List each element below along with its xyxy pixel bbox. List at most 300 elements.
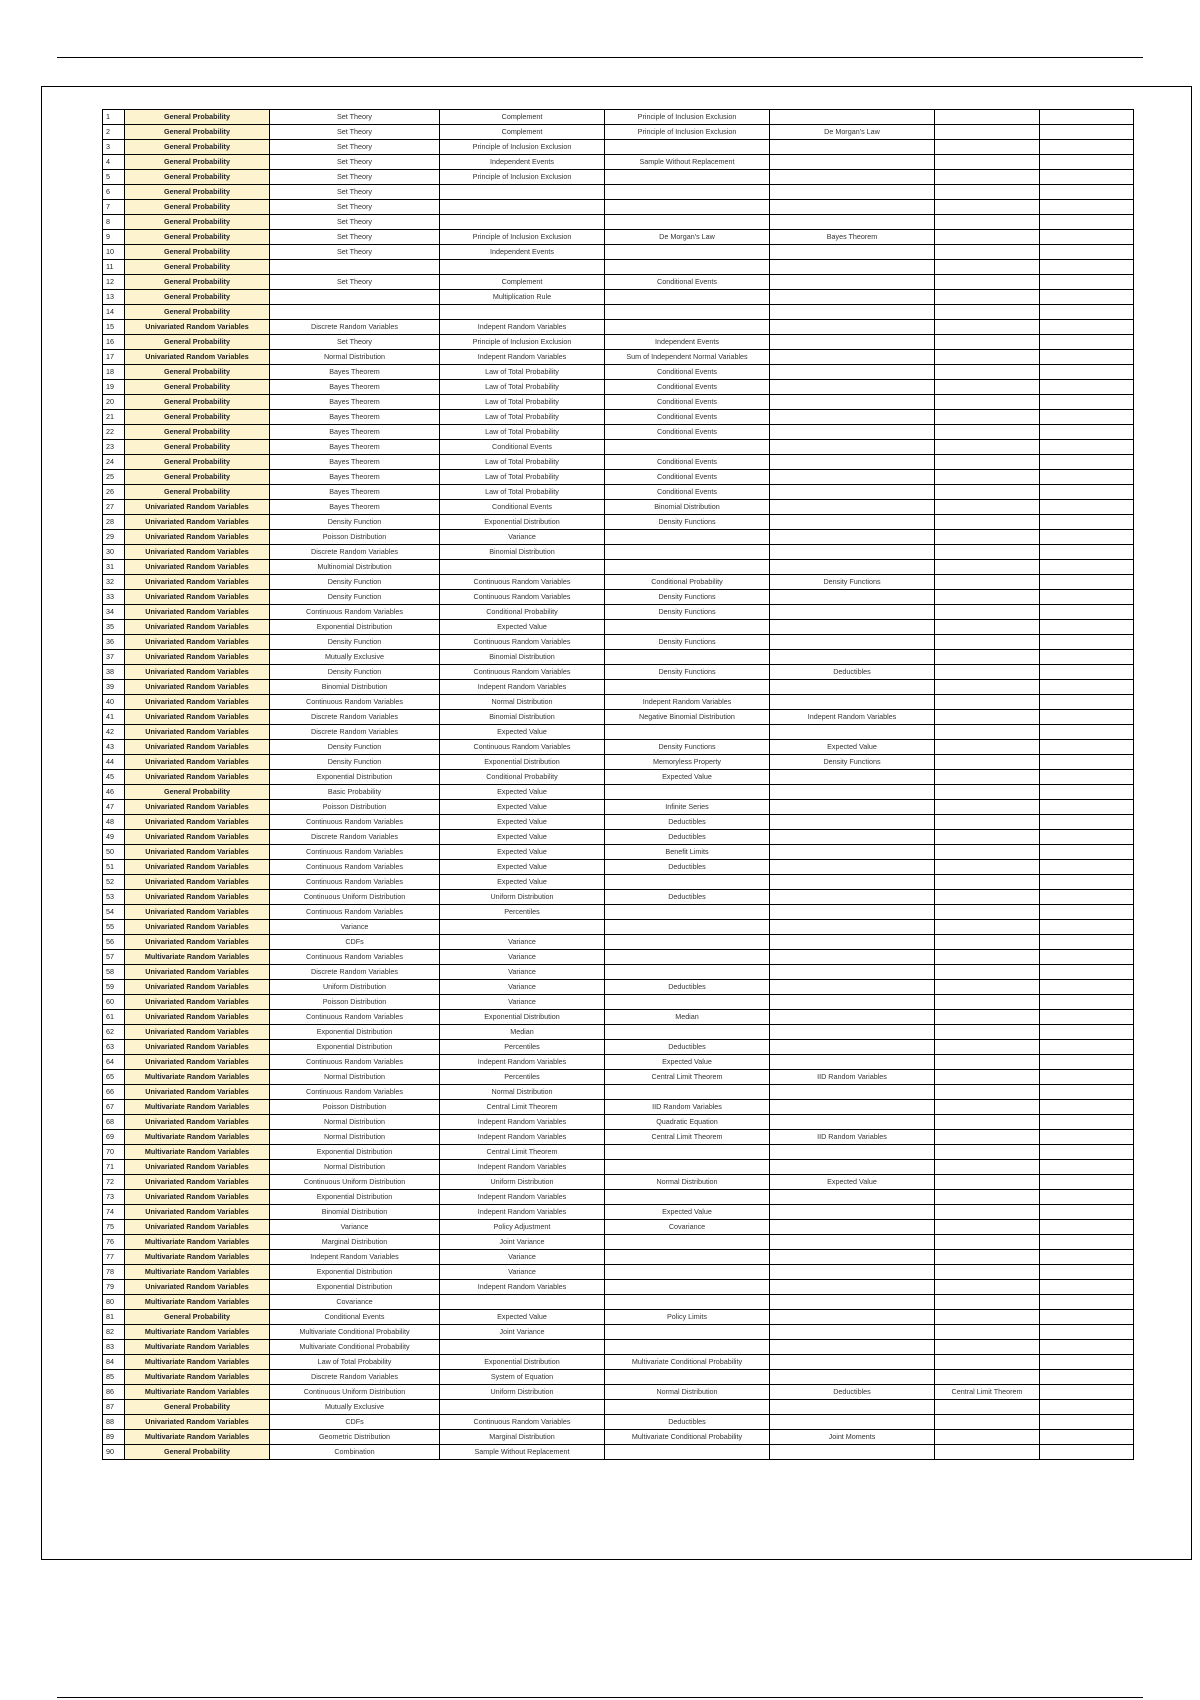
topic-cell (1040, 1220, 1134, 1235)
topic-cell: Continuous Random Variables (440, 740, 605, 755)
topic-cell: Conditional Events (440, 440, 605, 455)
topic-cell (605, 1160, 770, 1175)
topic-cell: Normal Distribution (440, 1085, 605, 1100)
row-number: 86 (103, 1385, 125, 1400)
topic-cell: Median (605, 1010, 770, 1025)
table-row (103, 605, 1134, 620)
topic-cell (935, 1250, 1040, 1265)
topic-cell (935, 425, 1040, 440)
topic-cell: Density Functions (605, 635, 770, 650)
topic-cell (1040, 1160, 1134, 1175)
row-number: 22 (103, 425, 125, 440)
row-number: 71 (103, 1160, 125, 1175)
topic-cell (935, 1040, 1040, 1055)
topic-cell: Poisson Distribution (270, 800, 440, 815)
row-number: 18 (103, 365, 125, 380)
category-cell: Multivariate Random Variables (125, 1340, 270, 1355)
topic-cell: Deductibles (770, 1385, 935, 1400)
topic-cell (770, 440, 935, 455)
topic-cell (440, 1295, 605, 1310)
category-cell: Multivariate Random Variables (125, 1385, 270, 1400)
topic-cell (770, 365, 935, 380)
topic-cell: Principle of Inclusion Exclusion (440, 335, 605, 350)
category-cell: Univariated Random Variables (125, 1010, 270, 1025)
row-number: 37 (103, 650, 125, 665)
topic-cell (1040, 305, 1134, 320)
topic-cell (935, 710, 1040, 725)
table-row (103, 485, 1134, 500)
table-row (103, 1145, 1134, 1160)
category-cell: General Probability (125, 425, 270, 440)
topic-cell: Bayes Theorem (270, 365, 440, 380)
topic-cell (770, 950, 935, 965)
table-row (103, 470, 1134, 485)
row-number: 75 (103, 1220, 125, 1235)
topic-cell: Multivariate Conditional Probability (270, 1325, 440, 1340)
row-number: 68 (103, 1115, 125, 1130)
topic-cell: Conditional Events (605, 470, 770, 485)
row-number: 12 (103, 275, 125, 290)
topic-cell (770, 1235, 935, 1250)
topic-cell: Conditional Events (605, 275, 770, 290)
topic-cell (440, 200, 605, 215)
topic-cell: Conditional Events (605, 425, 770, 440)
topic-cell: Combination (270, 1445, 440, 1460)
topic-cell: Discrete Random Variables (270, 830, 440, 845)
topic-cell: Indepent Random Variables (440, 1055, 605, 1070)
topic-cell (935, 1370, 1040, 1385)
category-cell: Univariated Random Variables (125, 890, 270, 905)
topic-cell: Conditional Probability (440, 605, 605, 620)
topic-cell: Indepent Random Variables (440, 1190, 605, 1205)
topic-cell: Expected Value (770, 1175, 935, 1190)
row-number: 30 (103, 545, 125, 560)
topic-cell (605, 530, 770, 545)
topic-cell (935, 155, 1040, 170)
topic-cell: Memoryless Property (605, 755, 770, 770)
topic-cell (1040, 785, 1134, 800)
topic-cell (935, 995, 1040, 1010)
topic-cell: Conditional Events (605, 365, 770, 380)
table-row (103, 1355, 1134, 1370)
topic-cell (935, 860, 1040, 875)
topic-cell (935, 665, 1040, 680)
row-number: 70 (103, 1145, 125, 1160)
row-number: 79 (103, 1280, 125, 1295)
topic-cell (605, 1325, 770, 1340)
topic-cell (770, 800, 935, 815)
topic-cell: Exponential Distribution (270, 1025, 440, 1040)
category-cell: General Probability (125, 215, 270, 230)
topic-cell: Central Limit Theorem (605, 1130, 770, 1145)
topic-cell (1040, 1385, 1134, 1400)
topic-cell: System of Equation (440, 1370, 605, 1385)
category-cell: Univariated Random Variables (125, 995, 270, 1010)
topic-cell: Binomial Distribution (440, 710, 605, 725)
table-row (103, 890, 1134, 905)
topic-cell: Covariance (605, 1220, 770, 1235)
topic-cell: Mutually Exclusive (270, 650, 440, 665)
table-row (103, 1160, 1134, 1175)
topic-cell: Poisson Distribution (270, 1100, 440, 1115)
topic-cell (605, 545, 770, 560)
topic-cell (935, 1340, 1040, 1355)
table-row (103, 290, 1134, 305)
topic-cell (770, 500, 935, 515)
topic-cell (1040, 1310, 1134, 1325)
topic-cell (605, 950, 770, 965)
topic-cell: Continuous Random Variables (270, 860, 440, 875)
topic-cell (935, 140, 1040, 155)
topic-cell: Exponential Distribution (270, 1280, 440, 1295)
row-number: 31 (103, 560, 125, 575)
row-number: 6 (103, 185, 125, 200)
table-row (103, 965, 1134, 980)
topic-cell (1040, 1175, 1134, 1190)
topic-cell: Law of Total Probability (440, 485, 605, 500)
topic-cell (1040, 185, 1134, 200)
row-number: 50 (103, 845, 125, 860)
topic-cell (1040, 965, 1134, 980)
topic-cell (770, 110, 935, 125)
row-number: 17 (103, 350, 125, 365)
topic-cell (935, 1025, 1040, 1040)
category-cell: Univariated Random Variables (125, 650, 270, 665)
topic-cell: Continuous Uniform Distribution (270, 1385, 440, 1400)
topic-cell (935, 575, 1040, 590)
row-number: 80 (103, 1295, 125, 1310)
topic-cell: Complement (440, 125, 605, 140)
topic-cell (1040, 1205, 1134, 1220)
topic-cell: Quadratic Equation (605, 1115, 770, 1130)
category-cell: Multivariate Random Variables (125, 1355, 270, 1370)
topic-cell: Set Theory (270, 245, 440, 260)
row-number: 27 (103, 500, 125, 515)
topic-cell: Uniform Distribution (440, 1175, 605, 1190)
table-row (103, 1055, 1134, 1070)
table-row (103, 1205, 1134, 1220)
category-cell: Multivariate Random Variables (125, 1430, 270, 1445)
row-number: 20 (103, 395, 125, 410)
topic-cell (935, 890, 1040, 905)
topic-cell: Central Limit Theorem (935, 1385, 1040, 1400)
topic-cell (1040, 1025, 1134, 1040)
topic-cell: Joint Variance (440, 1325, 605, 1340)
topic-cell: Conditional Events (605, 485, 770, 500)
topic-cell (1040, 995, 1134, 1010)
topic-cell (770, 695, 935, 710)
topic-cell: Law of Total Probability (440, 455, 605, 470)
topic-cell (770, 1115, 935, 1130)
topic-cell: Uniform Distribution (440, 890, 605, 905)
topic-cell (1040, 1115, 1134, 1130)
topic-cell: Expected Value (440, 620, 605, 635)
row-number: 8 (103, 215, 125, 230)
topic-cell (770, 905, 935, 920)
topic-cell (770, 455, 935, 470)
topic-cell (770, 920, 935, 935)
row-number: 34 (103, 605, 125, 620)
topic-cell (1040, 1040, 1134, 1055)
topic-cell (770, 935, 935, 950)
topic-cell (935, 305, 1040, 320)
category-cell: Univariated Random Variables (125, 530, 270, 545)
topic-cell (935, 230, 1040, 245)
row-number: 33 (103, 590, 125, 605)
topic-cell (770, 590, 935, 605)
category-cell: Univariated Random Variables (125, 740, 270, 755)
topic-cell: Deductibles (605, 890, 770, 905)
row-number: 58 (103, 965, 125, 980)
row-number: 76 (103, 1235, 125, 1250)
row-number: 62 (103, 1025, 125, 1040)
topic-cell (1040, 215, 1134, 230)
topic-cell: Sample Without Replacement (605, 155, 770, 170)
topic-cell: Covariance (270, 1295, 440, 1310)
topic-cell (1040, 290, 1134, 305)
category-cell: Univariated Random Variables (125, 575, 270, 590)
topic-cell (935, 1190, 1040, 1205)
topic-cell: Density Functions (605, 515, 770, 530)
topic-cell: Expected Value (605, 1205, 770, 1220)
row-number: 49 (103, 830, 125, 845)
topic-cell (935, 770, 1040, 785)
topic-cell: Density Functions (605, 605, 770, 620)
topic-cell (605, 935, 770, 950)
topic-cell: Indepent Random Variables (440, 320, 605, 335)
topic-cell (605, 140, 770, 155)
topic-cell (605, 905, 770, 920)
topic-cell (935, 560, 1040, 575)
topic-cell: Conditional Events (605, 380, 770, 395)
topic-cell (935, 1205, 1040, 1220)
table-row (103, 215, 1134, 230)
category-cell: General Probability (125, 1445, 270, 1460)
topic-cell (935, 245, 1040, 260)
table-row (103, 1415, 1134, 1430)
topic-cell (935, 125, 1040, 140)
category-cell: Univariated Random Variables (125, 845, 270, 860)
topic-table (102, 109, 1134, 1460)
topic-cell (935, 1085, 1040, 1100)
topic-cell: Multivariate Conditional Probability (605, 1430, 770, 1445)
category-cell: Univariated Random Variables (125, 920, 270, 935)
category-cell: Multivariate Random Variables (125, 1250, 270, 1265)
row-number: 78 (103, 1265, 125, 1280)
topic-cell (605, 1250, 770, 1265)
topic-cell (770, 1280, 935, 1295)
topic-cell (935, 725, 1040, 740)
topic-cell (1040, 110, 1134, 125)
topic-cell (1040, 665, 1134, 680)
topic-cell: Central Limit Theorem (440, 1145, 605, 1160)
row-number: 66 (103, 1085, 125, 1100)
topic-cell (935, 1145, 1040, 1160)
topic-cell: Joint Moments (770, 1430, 935, 1445)
row-number: 21 (103, 410, 125, 425)
table-row (103, 1115, 1134, 1130)
topic-cell (1040, 950, 1134, 965)
bottom-rule (57, 1697, 1143, 1698)
topic-cell: Complement (440, 110, 605, 125)
topic-cell (935, 1430, 1040, 1445)
topic-cell (1040, 635, 1134, 650)
topic-cell (770, 170, 935, 185)
row-number: 26 (103, 485, 125, 500)
topic-cell (770, 1205, 935, 1220)
row-number: 67 (103, 1100, 125, 1115)
topic-cell: Percentiles (440, 1040, 605, 1055)
topic-cell (935, 755, 1040, 770)
topic-cell (770, 1340, 935, 1355)
topic-cell (605, 680, 770, 695)
row-number: 32 (103, 575, 125, 590)
topic-cell: Normal Distribution (270, 1070, 440, 1085)
category-cell: General Probability (125, 485, 270, 500)
topic-cell: Marginal Distribution (270, 1235, 440, 1250)
topic-cell: Binomial Distribution (270, 1205, 440, 1220)
category-cell: Univariated Random Variables (125, 1175, 270, 1190)
topic-cell: Bayes Theorem (270, 425, 440, 440)
row-number: 72 (103, 1175, 125, 1190)
topic-cell (1040, 1010, 1134, 1025)
topic-cell (605, 650, 770, 665)
topic-cell (935, 485, 1040, 500)
topic-cell (935, 935, 1040, 950)
topic-cell (605, 1085, 770, 1100)
topic-cell (605, 185, 770, 200)
topic-cell (1040, 245, 1134, 260)
topic-cell (935, 455, 1040, 470)
topic-cell (605, 440, 770, 455)
category-cell: Univariated Random Variables (125, 1025, 270, 1040)
topic-cell (1040, 755, 1134, 770)
category-cell: Univariated Random Variables (125, 980, 270, 995)
topic-cell: Principle of Inclusion Exclusion (440, 230, 605, 245)
topic-cell (1040, 830, 1134, 845)
table-row (103, 1085, 1134, 1100)
topic-cell (935, 1400, 1040, 1415)
topic-cell: Poisson Distribution (270, 995, 440, 1010)
topic-cell (935, 1160, 1040, 1175)
topic-cell: Set Theory (270, 125, 440, 140)
topic-cell: Variance (440, 950, 605, 965)
topic-cell: Set Theory (270, 200, 440, 215)
table-row (103, 545, 1134, 560)
topic-cell (1040, 365, 1134, 380)
topic-cell (935, 1355, 1040, 1370)
topic-cell: Expected Value (440, 860, 605, 875)
topic-cell: Conditional Events (605, 395, 770, 410)
table-row (103, 1325, 1134, 1340)
topic-cell (1040, 980, 1134, 995)
topic-cell (935, 545, 1040, 560)
table-row (103, 1445, 1134, 1460)
topic-cell: Discrete Random Variables (270, 545, 440, 560)
category-cell: Univariated Random Variables (125, 1415, 270, 1430)
topic-cell (1040, 575, 1134, 590)
topic-cell (770, 1055, 935, 1070)
topic-cell (1040, 845, 1134, 860)
topic-cell: Discrete Random Variables (270, 320, 440, 335)
table-row (103, 710, 1134, 725)
topic-cell (770, 245, 935, 260)
topic-cell: Normal Distribution (605, 1385, 770, 1400)
topic-cell: Benefit Limits (605, 845, 770, 860)
topic-cell: Marginal Distribution (440, 1430, 605, 1445)
category-cell: Univariated Random Variables (125, 635, 270, 650)
category-cell: Univariated Random Variables (125, 1160, 270, 1175)
category-cell: Univariated Random Variables (125, 1085, 270, 1100)
category-cell: Univariated Random Variables (125, 695, 270, 710)
row-number: 11 (103, 260, 125, 275)
row-number: 24 (103, 455, 125, 470)
topic-cell: Sum of Independent Normal Variables (605, 350, 770, 365)
category-cell: General Probability (125, 455, 270, 470)
category-cell: Univariated Random Variables (125, 935, 270, 950)
topic-cell (935, 920, 1040, 935)
topic-cell: Set Theory (270, 110, 440, 125)
table-row (103, 1250, 1134, 1265)
topic-cell (935, 1010, 1040, 1025)
topic-cell (440, 1340, 605, 1355)
table-row (103, 380, 1134, 395)
topic-cell (440, 260, 605, 275)
topic-cell (935, 320, 1040, 335)
topic-cell: Bayes Theorem (270, 485, 440, 500)
topic-cell (1040, 710, 1134, 725)
topic-cell: Conditional Events (440, 500, 605, 515)
topic-cell: Continuous Random Variables (440, 635, 605, 650)
topic-cell (605, 215, 770, 230)
table-row (103, 1400, 1134, 1415)
topic-cell (770, 1370, 935, 1385)
topic-cell (770, 215, 935, 230)
topic-cell: Binomial Distribution (440, 650, 605, 665)
topic-cell (605, 1145, 770, 1160)
category-cell: General Probability (125, 305, 270, 320)
row-number: 38 (103, 665, 125, 680)
category-cell: Univariated Random Variables (125, 800, 270, 815)
topic-cell: Deductibles (605, 860, 770, 875)
topic-cell (1040, 935, 1134, 950)
topic-cell (1040, 1145, 1134, 1160)
row-number: 25 (103, 470, 125, 485)
table-row (103, 1070, 1134, 1085)
topic-cell (1040, 770, 1134, 785)
topic-cell: Discrete Random Variables (270, 965, 440, 980)
category-cell: General Probability (125, 470, 270, 485)
topic-cell: Set Theory (270, 215, 440, 230)
topic-cell: Variance (440, 1250, 605, 1265)
topic-cell (605, 1280, 770, 1295)
topic-cell (1040, 485, 1134, 500)
category-cell: Univariated Random Variables (125, 1190, 270, 1205)
topic-cell (605, 1400, 770, 1415)
topic-cell: Law of Total Probability (440, 395, 605, 410)
topic-cell (605, 1340, 770, 1355)
topic-cell (935, 1310, 1040, 1325)
topic-cell (1040, 380, 1134, 395)
row-number: 4 (103, 155, 125, 170)
topic-cell (1040, 470, 1134, 485)
topic-cell (1040, 1340, 1134, 1355)
topic-cell (1040, 725, 1134, 740)
topic-cell (935, 365, 1040, 380)
topic-cell (770, 680, 935, 695)
category-cell: Multivariate Random Variables (125, 1235, 270, 1250)
topic-cell (270, 260, 440, 275)
